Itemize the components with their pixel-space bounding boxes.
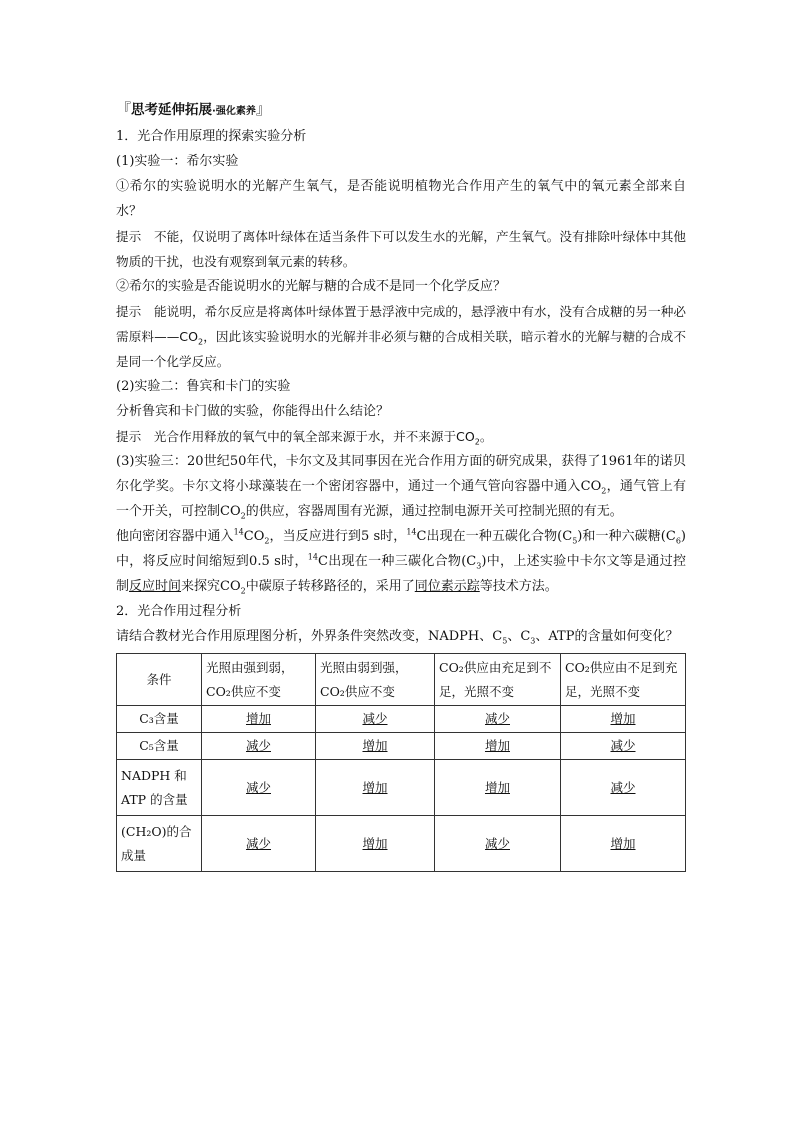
exp1-question-2: ②希尔的实验是否能说明水的光解与糖的合成不是同一个化学反应？ <box>116 279 507 294</box>
table-cell <box>435 733 561 760</box>
photosynthesis-change-table <box>116 653 686 872</box>
subscript: 2 <box>474 437 480 447</box>
header-col-2: 光照由弱到强，CO₂供应不变 <box>316 654 435 706</box>
table-cell <box>202 733 316 760</box>
header-dot: · <box>212 106 216 117</box>
text: 、ATP的含量如何变化？ <box>535 629 679 644</box>
row-label: C₅含量 <box>117 733 202 760</box>
cell-value: 减少 <box>245 835 271 851</box>
table-row <box>117 816 686 872</box>
table-cell <box>435 706 561 733</box>
exp3-paragraph-1 <box>116 449 686 524</box>
cell-value: 减少 <box>245 738 271 753</box>
text: )中，上述实验中卡尔文等是通过控制 <box>116 554 687 594</box>
row-label: NADPH 和 ATP 的含量 <box>117 760 202 816</box>
text: C出现在一种三碳化合物(C <box>317 554 477 569</box>
section1-title: 1．光合作用原理的探索实验分析 <box>116 129 307 144</box>
table-cell <box>561 706 686 733</box>
text: 中碳原子转移路径的，采用了 <box>245 579 415 594</box>
exp2-title: (2)实验二：鲁宾和卡门的实验 <box>116 379 291 394</box>
section2-intro <box>116 624 686 649</box>
table-row <box>117 733 686 760</box>
subscript: 6 <box>675 536 681 546</box>
text: )和一种六碳糖(C <box>577 529 676 544</box>
cell-value: 减少 <box>362 711 388 726</box>
cell-value: 减少 <box>610 738 636 753</box>
cell-value: 减少 <box>484 711 510 726</box>
text: C出现在一种五碳化合物(C <box>416 529 573 544</box>
text: CO <box>243 529 265 544</box>
table-cell <box>202 816 316 872</box>
header-subtitle: 强化素养 <box>215 106 256 117</box>
text: )中，将反应时间缩短到0.5 s时， <box>116 529 686 569</box>
header-col-1: 光照由强到弱，CO₂供应不变 <box>202 654 316 706</box>
answer-text: 提示 能说明，希尔反应是将离体叶绿体置于悬浮液中完成的，悬浮液中有水，没有合成糖的另一种必需原料——CO <box>116 304 686 344</box>
superscript: 14 <box>233 527 244 537</box>
subscript: 2 <box>198 337 204 347</box>
superscript: 14 <box>307 552 318 562</box>
cell-value: 增加 <box>484 738 510 753</box>
exp1-answer-1: 提示 不能，仅说明了离体叶绿体在适当条件下可以发生水的光解，产生氧气。没有排除叶绿体中其他物质的干扰，也没有观察到氧元素的转移。 <box>116 229 686 269</box>
exp2-question: 分析鲁宾和卡门做的实验，你能得出什么结论？ <box>116 404 390 419</box>
text: 请结合教材光合作用原理图分析，外界条件突然改变，NADPH、C <box>116 629 503 644</box>
table-cell <box>316 816 435 872</box>
cell-value: 增加 <box>245 711 271 726</box>
text: 他向密闭容器中通入 <box>116 529 234 544</box>
exp1-question-1: ①希尔的实验说明水的光解产生氧气，是否能说明植物光合作用产生的氧气中的氧元素全部来自水？ <box>116 179 686 219</box>
header-col-4: CO₂供应由不足到充足，光照不变 <box>561 654 686 706</box>
table-cell <box>202 760 316 816</box>
cell-value: 增加 <box>610 711 636 726</box>
cell-value: 减少 <box>245 779 271 795</box>
underlined-answer: 同位素示踪 <box>414 579 480 594</box>
answer-text: 提示 光合作用释放的氧气中的氧全部来源于水，并不来源于CO <box>116 429 475 444</box>
table-header-row <box>117 654 686 706</box>
table-cell <box>202 706 316 733</box>
table-row <box>117 760 686 816</box>
table-cell <box>316 706 435 733</box>
header-title: 思考延伸拓展 <box>131 102 213 118</box>
section2-title: 2．光合作用过程分析 <box>116 604 242 619</box>
table-cell <box>561 816 686 872</box>
header-condition: 条件 <box>117 654 202 706</box>
text: 的供应，容器周围有光源，通过控制电源开关可控制光照的有无。 <box>245 504 623 519</box>
underlined-answer: 反应时间 <box>129 579 182 594</box>
cell-value: 增加 <box>362 779 388 795</box>
cell-value: 增加 <box>362 738 388 753</box>
exp1-answer-2 <box>116 299 686 374</box>
exp3-paragraph-2 <box>116 524 686 599</box>
subscript: 2 <box>240 586 246 596</box>
exp1-title: (1)实验一：希尔实验 <box>116 154 239 169</box>
row-label: C₃含量 <box>117 706 202 733</box>
header-open-bracket: 『 <box>116 100 132 118</box>
document-page <box>116 98 686 872</box>
cell-value: 增加 <box>362 835 388 851</box>
header-col-3: CO₂供应由充足到不足，光照不变 <box>435 654 561 706</box>
table-cell <box>435 816 561 872</box>
subscript: 3 <box>476 561 482 571</box>
cell-value: 减少 <box>610 779 636 795</box>
subscript: 2 <box>264 536 270 546</box>
table-cell <box>316 760 435 816</box>
subscript: 5 <box>502 636 508 646</box>
superscript: 14 <box>406 527 417 537</box>
subscript: 3 <box>530 636 536 646</box>
cell-value: 增加 <box>484 779 510 795</box>
text: 等技术方法。 <box>479 579 558 594</box>
text: ，当反应进行到5 s时， <box>269 529 407 544</box>
table-cell <box>561 760 686 816</box>
section-header <box>116 98 686 120</box>
text: ，通气管上有一个开关，可控制CO <box>116 479 686 519</box>
cell-value: 减少 <box>484 835 510 851</box>
table-row <box>117 706 686 733</box>
table-cell <box>316 733 435 760</box>
subscript: 2 <box>601 486 607 496</box>
header-close-bracket: 』 <box>255 100 271 118</box>
row-label: (CH₂O)的合成量 <box>117 816 202 872</box>
cell-value: 增加 <box>610 835 636 851</box>
text: 来探究CO <box>181 579 241 594</box>
subscript: 5 <box>572 536 578 546</box>
subscript: 2 <box>240 511 246 521</box>
table-cell <box>435 760 561 816</box>
exp2-answer <box>116 424 686 449</box>
table-cell <box>561 733 686 760</box>
text: (3)实验三：20世纪50年代，卡尔文及其同事因在光合作用方面的研究成果，获得了1961年的诺贝尔化学奖。卡尔文将小球藻装在一个密闭容器中，通过一个通气管向容器中通入CO <box>116 454 686 494</box>
text: 、C <box>507 629 531 644</box>
answer-text: ，因此该实验说明水的光解并非必须与糖的合成相关联，暗示着水的光解与糖的合成不是同一个化学反应。 <box>116 329 686 369</box>
answer-text: 。 <box>479 429 493 444</box>
